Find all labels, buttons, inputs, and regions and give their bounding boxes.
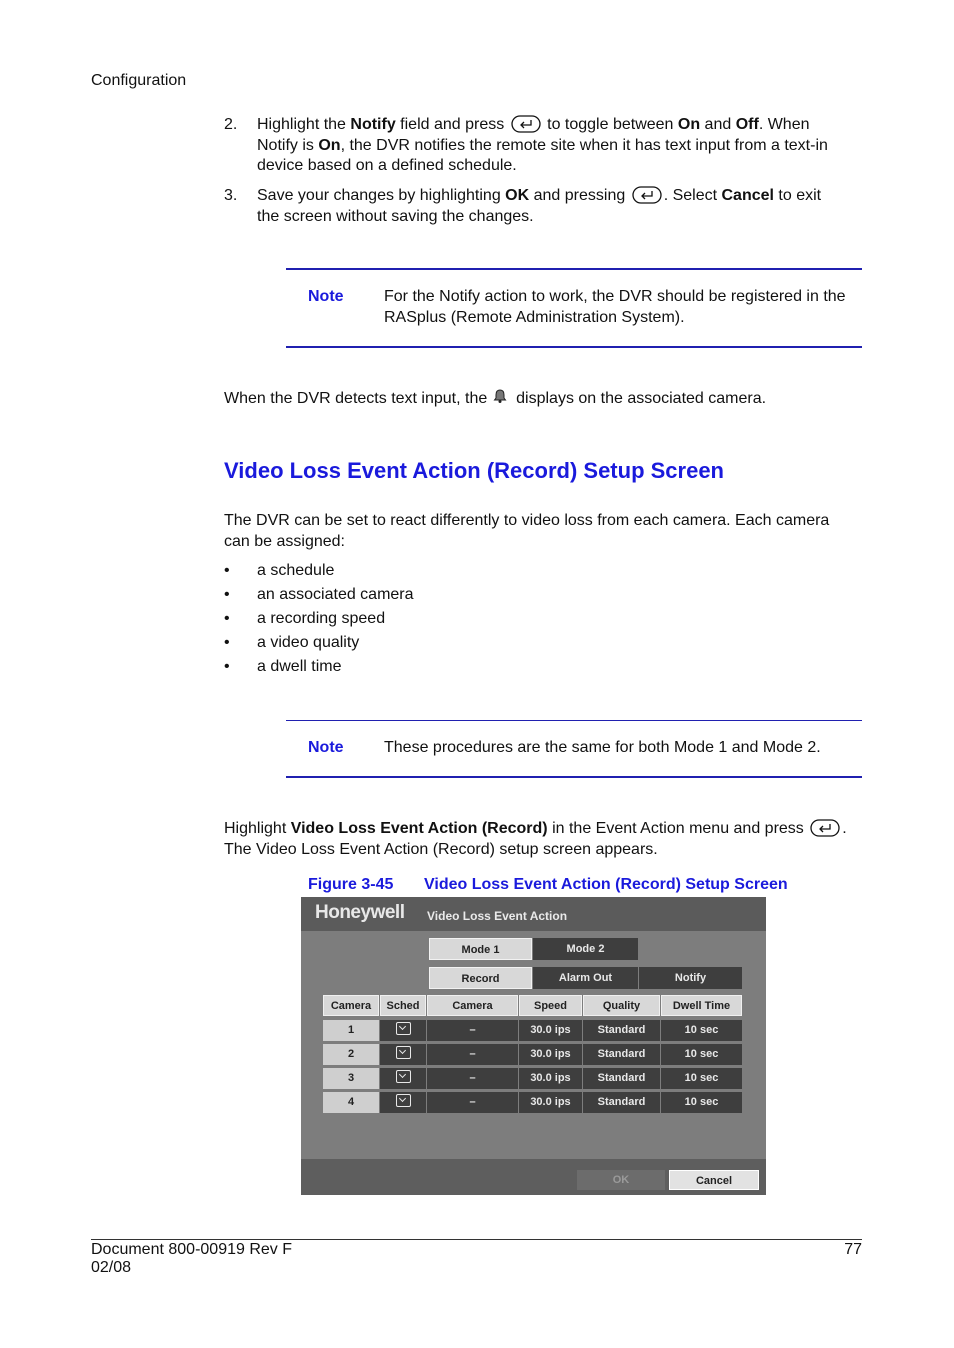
tab-record[interactable]: Record bbox=[429, 967, 532, 989]
cancel-button[interactable]: Cancel bbox=[669, 1170, 759, 1190]
note-bottom-rule bbox=[286, 776, 862, 778]
assoc-camera-cell[interactable]: – bbox=[427, 1068, 518, 1089]
schedule-check-icon bbox=[396, 1070, 411, 1083]
column-header-dwell-time: Dwell Time bbox=[661, 995, 742, 1016]
dwell-time-cell[interactable]: 10 sec bbox=[661, 1044, 742, 1065]
page-number: 77 bbox=[844, 1241, 862, 1258]
assoc-camera-cell[interactable]: – bbox=[427, 1044, 518, 1065]
dwell-time-cell[interactable]: 10 sec bbox=[661, 1068, 742, 1089]
column-header-assoc-camera: Camera bbox=[427, 995, 518, 1016]
dwell-time-cell[interactable]: 10 sec bbox=[661, 1020, 742, 1041]
assoc-camera-cell[interactable]: – bbox=[427, 1092, 518, 1113]
sched-cell[interactable] bbox=[380, 1044, 426, 1065]
bullet-marker: • bbox=[224, 658, 230, 675]
step-2-text: Highlight the Notify field and press to toggle between On and Off. When Notify is On, the DVR notifies the remote site when it has text input from a text-in device based on a defined schedule. bbox=[257, 116, 828, 174]
camera-number: 4 bbox=[323, 1092, 379, 1113]
ok-button[interactable]: OK bbox=[577, 1170, 665, 1190]
bullet-marker: • bbox=[224, 634, 230, 651]
speed-cell[interactable]: 30.0 ips bbox=[519, 1092, 582, 1113]
sched-cell[interactable] bbox=[380, 1020, 426, 1041]
sched-cell[interactable] bbox=[380, 1068, 426, 1089]
bell-icon bbox=[492, 388, 508, 404]
list-item: a video quality bbox=[257, 634, 360, 651]
schedule-check-icon bbox=[396, 1022, 411, 1035]
dwell-time-cell[interactable]: 10 sec bbox=[661, 1092, 742, 1113]
sched-cell[interactable] bbox=[380, 1092, 426, 1113]
tab-mode-1[interactable]: Mode 1 bbox=[429, 938, 532, 960]
camera-number: 1 bbox=[323, 1020, 379, 1041]
footer-document: Document 800-00919 Rev F 02/08 bbox=[91, 1241, 292, 1276]
note-top-rule bbox=[286, 268, 862, 270]
section-heading: Video Loss Event Action (Record) Setup Screen bbox=[224, 458, 724, 483]
note-label: Note bbox=[308, 739, 344, 756]
note-text: These procedures are the same for both Mode 1 and Mode 2. bbox=[384, 739, 821, 756]
tab-mode-2[interactable]: Mode 2 bbox=[533, 938, 638, 960]
speed-cell[interactable]: 30.0 ips bbox=[519, 1044, 582, 1065]
instruction-paragraph: Highlight Video Loss Event Action (Record) in the Event Action menu and press . The Video Loss Event Action (Record) setup screen appears. bbox=[224, 820, 847, 858]
schedule-check-icon bbox=[396, 1094, 411, 1107]
bullet-marker: • bbox=[224, 610, 230, 627]
footer-rule bbox=[91, 1239, 862, 1240]
list-item: an associated camera bbox=[257, 586, 414, 603]
schedule-check-icon bbox=[396, 1046, 411, 1059]
text-input-paragraph: When the DVR detects text input, the displays on the associated camera. bbox=[224, 390, 767, 407]
column-header-camera: Camera bbox=[323, 995, 379, 1016]
dvr-screen bbox=[301, 897, 766, 1195]
step-number: 2. bbox=[224, 116, 238, 133]
note-top-rule bbox=[286, 720, 862, 721]
list-item: a dwell time bbox=[257, 658, 342, 675]
running-header: Configuration bbox=[91, 72, 187, 89]
step-3-text: Save your changes by highlighting OK and pressing . Select Cancel to exit the screen without saving the changes. bbox=[257, 187, 822, 225]
figure-number: Figure 3-45 bbox=[308, 876, 394, 893]
tab-notify[interactable]: Notify bbox=[639, 967, 742, 989]
camera-number: 2 bbox=[323, 1044, 379, 1065]
camera-number: 3 bbox=[323, 1068, 379, 1089]
enter-key-icon bbox=[511, 115, 541, 133]
note-label: Note bbox=[308, 288, 344, 305]
column-header-sched: Sched bbox=[380, 995, 426, 1016]
enter-key-icon bbox=[810, 819, 840, 837]
note-bottom-rule bbox=[286, 346, 862, 348]
note-text: For the Notify action to work, the DVR should be registered in the RASplus (Remote Administration System). bbox=[384, 288, 846, 326]
list-item: a recording speed bbox=[257, 610, 386, 627]
column-header-quality: Quality bbox=[583, 995, 660, 1016]
honeywell-logo: Honeywell bbox=[315, 902, 405, 923]
dvr-screen-title: Video Loss Event Action bbox=[427, 909, 568, 923]
tab-alarm-out[interactable]: Alarm Out bbox=[533, 967, 638, 989]
quality-cell[interactable]: Standard bbox=[583, 1044, 660, 1065]
column-header-speed: Speed bbox=[519, 995, 582, 1016]
bullet-marker: • bbox=[224, 586, 230, 603]
speed-cell[interactable]: 30.0 ips bbox=[519, 1068, 582, 1089]
step-number: 3. bbox=[224, 187, 238, 204]
figure-caption: Video Loss Event Action (Record) Setup Screen bbox=[424, 876, 788, 893]
intro-paragraph: The DVR can be set to react differently to video loss from each camera. Each camera can be assigned: bbox=[224, 512, 830, 550]
list-item: a schedule bbox=[257, 562, 335, 579]
quality-cell[interactable]: Standard bbox=[583, 1068, 660, 1089]
enter-key-icon bbox=[632, 186, 662, 204]
speed-cell[interactable]: 30.0 ips bbox=[519, 1020, 582, 1041]
quality-cell[interactable]: Standard bbox=[583, 1092, 660, 1113]
quality-cell[interactable]: Standard bbox=[583, 1020, 660, 1041]
bullet-marker: • bbox=[224, 562, 230, 579]
assoc-camera-cell[interactable]: – bbox=[427, 1020, 518, 1041]
